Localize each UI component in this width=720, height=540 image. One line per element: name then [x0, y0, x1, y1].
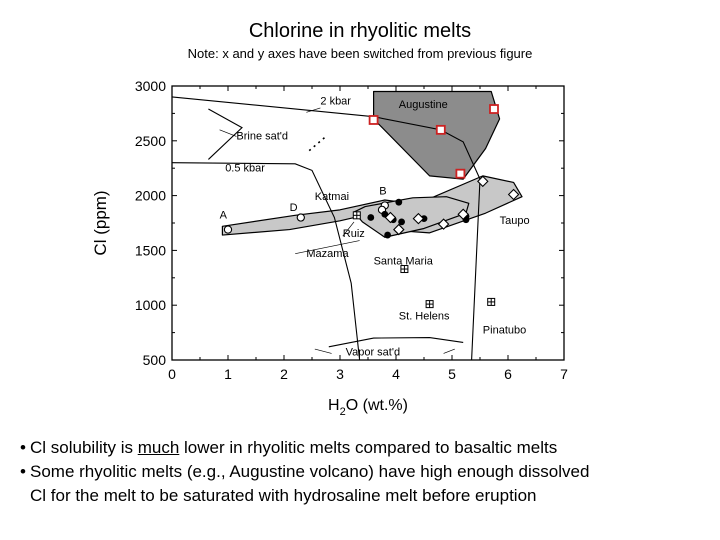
label-leader-line — [444, 349, 455, 353]
point-katmai — [224, 226, 231, 233]
slide-title: Chlorine in rhyolitic melts — [248, 20, 472, 42]
curve-brine-sat-d-dotted — [309, 136, 326, 150]
bullet-dot: • — [20, 462, 26, 481]
label-leader-line — [220, 130, 237, 137]
label-st-helens: St. Helens — [398, 310, 450, 323]
bullet-1-emphasis: much — [137, 438, 180, 457]
x-tick-label: 7 — [560, 366, 568, 382]
chlorine-chart — [80, 72, 620, 432]
label-pinatubo: Pinatubo — [482, 324, 527, 337]
y-tick-label: 2000 — [134, 187, 166, 204]
point-mazama — [384, 232, 391, 239]
y-tick-label: 2500 — [134, 132, 166, 149]
point-mazama — [367, 214, 374, 221]
label-vapor-sat-d: Vapor sat'd — [345, 346, 401, 359]
label-katmai: Katmai — [314, 190, 350, 203]
curve-vapor-sat-d — [329, 338, 463, 347]
x-tick-label: 6 — [504, 366, 512, 382]
bullet-list — [20, 436, 710, 508]
label-santa-maria: Santa Maria — [373, 255, 433, 268]
bullet-1-text-post: lower in rhyolitic melts compared to basaltic melts — [179, 438, 558, 457]
label-brine-sat-d: Brine sat'd — [236, 130, 289, 143]
y-tick-label: 3000 — [134, 78, 166, 94]
y-tick-label: 500 — [142, 352, 166, 368]
label-a: A — [219, 209, 227, 222]
label-d: D — [289, 201, 298, 214]
x-tick-label: 2 — [280, 366, 288, 382]
bullet-item-2 — [20, 460, 710, 508]
label-ruiz: Ruiz — [342, 228, 365, 241]
x-tick-label: 1 — [224, 366, 232, 382]
label-taupo: Taupo — [499, 215, 530, 228]
label-mazama: Mazama — [306, 247, 349, 260]
bullet-1-text-pre: Cl solubility is — [30, 438, 138, 457]
point-augustine — [490, 105, 498, 113]
x-tick-label: 3 — [336, 366, 344, 382]
point-augustine — [437, 126, 445, 134]
point-mazama — [395, 199, 402, 206]
label-augustine: Augustine — [398, 98, 448, 111]
label-0-5-kbar: 0.5 kbar — [225, 162, 265, 175]
x-axis-label: $H_2O$ (wt.%) — [328, 397, 408, 418]
point-augustine — [370, 116, 378, 124]
bullet-item-1 — [20, 436, 710, 460]
bullet-2-text-line-2: Cl for the melt to be saturated with hydrosaline melt before eruption — [30, 486, 537, 505]
bullet-2-text-line-1: Some rhyolitic melts (e.g., Augustine volcano) have high enough dissolved — [30, 462, 590, 481]
point-katmai — [297, 214, 304, 221]
bullet-dot: • — [20, 438, 26, 457]
label-leader-line — [315, 349, 332, 353]
y-tick-label: 1000 — [134, 297, 166, 314]
label-2-kbar: 2 kbar — [320, 95, 351, 108]
label-b: B — [379, 185, 387, 198]
x-tick-label: 4 — [392, 366, 400, 382]
y-tick-label: 1500 — [134, 242, 166, 259]
x-tick-label: 5 — [448, 366, 456, 382]
x-tick-label: 0 — [168, 366, 176, 382]
slide-subtitle: Note: x and y axes have been switched from previous figure — [187, 46, 533, 61]
point-augustine — [456, 170, 464, 178]
y-axis-label: Cl (ppm) — [91, 190, 110, 256]
